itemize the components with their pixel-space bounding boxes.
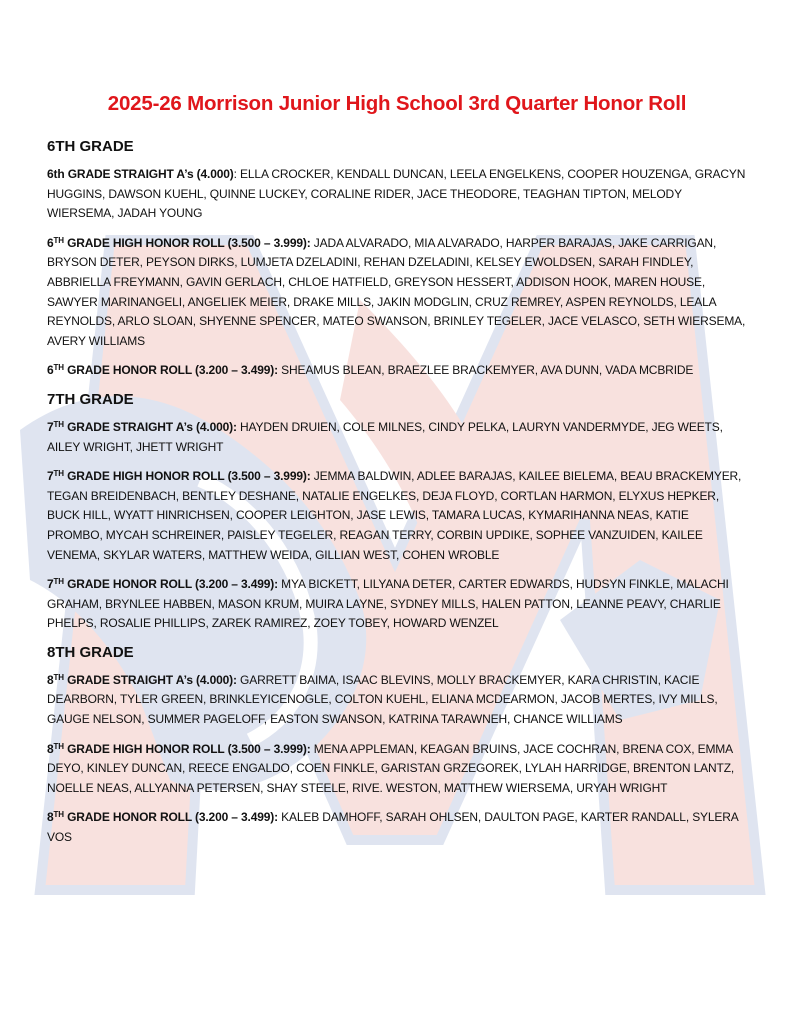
label-ordinal-suffix: TH [53,469,64,479]
label-category: GRADE STRAIGHT A’s (4.000): [63,419,237,434]
student-names: JEMMA BALDWIN, ADLEE BARAJAS, KAILEE BIELEMA, BEAU BRACKEMYER, TEGAN BREIDENBACH, BENTLEY DESHANE, NATALIE ENGELKES, DEJA FLOYD, CORTLAN HARMON, ELYXUS HEPKER, BUCK HILL, WYATT HINRICHSEN, COOPER LEIGHTON, JASE LEWIS, TAMARA LUCAS, KYMARIHANNA NEAS, KATIE PROMBO, MYCAH SCHREINER, PAISLEY TEGELER, REAGAN TERRY, CORBIN UPDIKE, SOPHEE VANZUIDEN, KAILEE VENEMA, SKYLAR WATERS, MATTHEW WEIDA, GILLIAN WEST, COHEN WROBLE [47,469,742,562]
label-category: GRADE STRAIGHT A’s (4.000): [63,672,237,687]
label-ordinal-suffix: TH [53,363,64,373]
student-names: ELLA CROCKER, KENDALL DUNCAN, LEELA ENGELKENS, COOPER HOUZENGA, GRACYN HUGGINS, DAWSON KUEHL, QUINNE LUCKEY, CORALINE RIDER, JACE THEODORE, TEAGHAN TIPTON, MELODY WIERSEMA, JADAH YOUNG [47,167,746,221]
label-grade-number: 7 [47,419,54,434]
label-colon: : [233,167,237,181]
label-grade-number: 6th [47,167,65,181]
section-8th-grade [47,644,747,848]
student-names: GARRETT BAIMA, ISAAC BLEVINS, MOLLY BRACKEMYER, KARA CHRISTIN, KACIE DEARBORN, TYLER GREEN, BRINKLEYICENOGLE, COLTON KUEHL, ELIANA MCDEARMON, JACOB MERTES, IVY MILLS, GAUGE NELSON, SUMMER PAGELOFF, EASTON SWANSON, KATRINA TARAWNEH, CHANCE WILLIAMS [47,672,718,727]
student-names: HAYDEN DRUIEN, COLE MILNES, CINDY PELKA, LAURYN VANDERMYDE, JEG WEETS, AILEY WRIGHT, JHETT WRIGHT [47,419,723,454]
entry-label [47,810,278,824]
label-ordinal-suffix: TH [53,741,64,751]
label-grade-number: 6 [47,235,54,250]
section-7th-grade [47,391,747,634]
honor-entry-8th-high-honor [47,740,747,799]
label-category: GRADE HIGH HONOR ROLL (3.500 – 3.999): [63,741,311,756]
label-ordinal-suffix: TH [53,810,64,820]
entry-label [47,363,278,377]
student-names: MENA APPLEMAN, KEAGAN BRUINS, JACE COCHRAN, BRENA COX, EMMA DEYO, KINLEY DUNCAN, REECE ENGALDO, COEN FINKLE, GARISTAN GRZEGOREK, LYLAH HARRIDGE, BRENTON LANTZ, NOELLE NEAS, ALLYANNA PETERSEN, SHAY STEELE, RIVE. WESTON, MATTHEW WIERSEMA, URYAH WRIGHT [47,741,735,795]
honor-entry-6th-high-honor [47,234,747,352]
honor-entry-7th-straight-a [47,418,747,457]
honor-entry-6th-straight-a [47,165,747,224]
student-names: SHEAMUS BLEAN, BRAEZLEE BRACKEMYER, AVA DUNN, VADA MCBRIDE [277,363,694,378]
label-grade-number: 8 [47,741,54,756]
grade-heading: 8TH GRADE [47,643,134,661]
entry-label [47,420,237,434]
student-names: KALEB DAMHOFF, SARAH OHLSEN, DAULTON PAGE, KARTER RANDALL, SYLERA VOS [47,810,738,845]
section-6th-grade [47,138,747,381]
honor-entry-8th-honor [47,808,747,847]
label-category: GRADE STRAIGHT A’s (4.000) [64,167,234,181]
label-category: GRADE HIGH HONOR ROLL (3.500 – 3.999): [63,469,311,484]
label-grade-number: 7 [47,577,54,592]
honor-entry-8th-straight-a [47,671,747,730]
entry-label [47,742,311,756]
grade-heading: 7TH GRADE [47,390,134,408]
label-ordinal-suffix: TH [53,672,64,682]
grade-heading: 6TH GRADE [47,138,134,155]
label-category: GRADE HONOR ROLL (3.200 – 3.499): [63,577,278,592]
student-names: JADA ALVARADO, MIA ALVARADO, HARPER BARAJAS, JAKE CARRIGAN, BRYSON DETER, PEYSON DIRKS, LUMJETA DZELADINI, REHAN DZELADINI, KELSEY EWOLDSEN, SARAH FINDLEY, ABBRIELLA FREYMANN, GAVIN GERLACH, CHLOE HATFIELD, GREYSON HESSERT, ADDISON HOOK, MAREN HOUSE, SAWYER MARINANGELI, ANGELIEK MEIER, DRAKE MILLS, JAKIN MODGLIN, CRUZ REMREY, ASPEN REYNOLDS, LEALA REYNOLDS, ARLO SLOAN, SHYENNE SPENCER, MATEO SWANSON, BRINLEY TEGELER, JACE VELASCO, SETH WIERSEMA, AVERY WILLIAMS [47,235,746,348]
label-grade-number: 6 [47,363,54,378]
label-ordinal-suffix: TH [53,235,64,245]
label-grade-number: 8 [47,810,54,825]
label-grade-number: 8 [47,672,54,687]
label-category: GRADE HONOR ROLL (3.200 – 3.499): [63,363,278,378]
entry-label [47,236,311,250]
student-names: MYA BICKETT, LILYANA DETER, CARTER EDWARDS, HUDSYN FINKLE, MALACHI GRAHAM, BRYNLEE HABBEN, MASON KRUM, MUIRA LAYNE, SYDNEY MILLS, HALEN PATTON, LEANNE PEAVY, CHARLIE PHELPS, ROSALIE PHILLIPS, ZAREK RAMIREZ, ZOEY TOBEY, HOWARD WENZEL [47,577,729,631]
label-category: GRADE HIGH HONOR ROLL (3.500 – 3.999): [63,235,311,250]
page-title: 2025-26 Morrison Junior High School 3rd Quarter Honor Roll [107,92,687,115]
label-grade-number: 7 [47,469,54,484]
honor-entry-7th-honor [47,575,747,634]
label-ordinal-suffix: TH [53,577,64,587]
label-ordinal-suffix: TH [53,419,64,429]
entry-label [47,167,234,181]
honor-entry-7th-high-honor [47,467,747,565]
label-category: GRADE HONOR ROLL (3.200 – 3.499): [63,810,278,825]
entry-label [47,673,237,687]
entry-label [47,469,311,483]
entry-label [47,577,278,591]
honor-entry-6th-honor [47,361,747,381]
